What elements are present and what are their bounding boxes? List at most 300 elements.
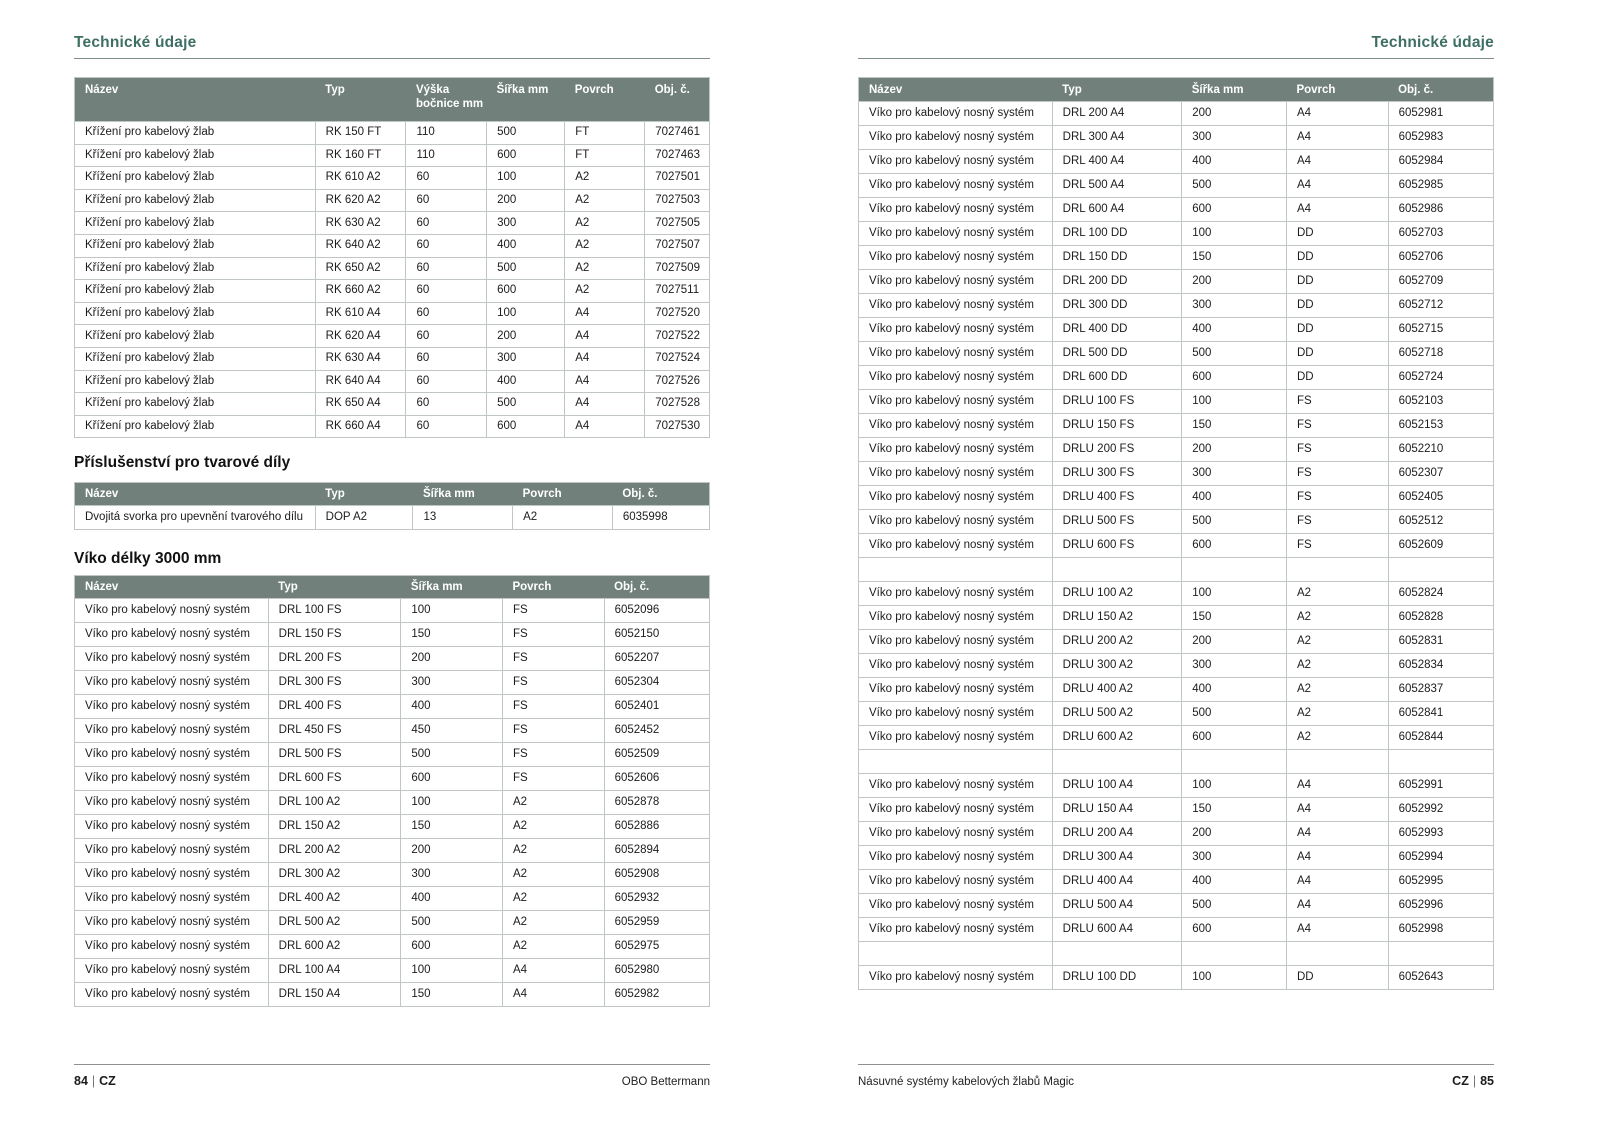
table-cell: Víko pro kabelový nosný systém — [75, 983, 269, 1007]
table-cell: 6052998 — [1388, 918, 1493, 942]
table-cell: 500 — [401, 743, 503, 767]
table-row — [859, 918, 1494, 942]
table-cell: 6052512 — [1388, 510, 1493, 534]
table-cell: 6052210 — [1388, 438, 1493, 462]
table-cell: Víko pro kabelový nosný systém — [859, 222, 1053, 246]
table-cell: 150 — [1182, 246, 1287, 270]
table-cell: 500 — [401, 911, 503, 935]
table-cell — [1286, 750, 1388, 774]
table-cell: DRL 400 A2 — [268, 887, 401, 911]
table-cell: DRL 300 A2 — [268, 863, 401, 887]
table-row — [859, 630, 1494, 654]
column-header-sirka: Šířka mm — [413, 483, 513, 506]
table-cell: Víko pro kabelový nosný systém — [859, 822, 1053, 846]
table-cell: DRLU 500 A4 — [1052, 894, 1182, 918]
table-cell: 6052982 — [604, 983, 709, 1007]
table-cell: Křížení pro kabelový žlab — [75, 234, 316, 257]
table-row — [859, 582, 1494, 606]
table-cell: 300 — [401, 671, 503, 695]
table-row — [75, 280, 710, 303]
table-cell: Víko pro kabelový nosný systém — [859, 606, 1053, 630]
table-cell: 60 — [406, 302, 487, 325]
cover-table-left-header — [75, 576, 710, 599]
table-cell: DRLU 150 FS — [1052, 414, 1182, 438]
table-cell: 6052986 — [1388, 198, 1493, 222]
accessories-table-header — [75, 483, 710, 506]
table-cell: Křížení pro kabelový žlab — [75, 122, 316, 145]
table-cell: 6052724 — [1388, 366, 1493, 390]
table-cell: DRL 100 DD — [1052, 222, 1182, 246]
table-cell: Víko pro kabelový nosný systém — [75, 623, 269, 647]
table-cell: 6052908 — [604, 863, 709, 887]
table-cell: 110 — [406, 144, 487, 167]
table-cell: A2 — [565, 189, 645, 212]
column-header-typ: Typ — [315, 78, 406, 122]
table-row — [75, 212, 710, 235]
table-cell: A2 — [1286, 726, 1388, 750]
table-cell: A4 — [1286, 870, 1388, 894]
table-cell: Víko pro kabelový nosný systém — [859, 270, 1053, 294]
table-cell: Víko pro kabelový nosný systém — [859, 582, 1053, 606]
table-cell: 200 — [1182, 822, 1287, 846]
table-cell: 7027461 — [645, 122, 710, 145]
table-cell: A2 — [1286, 654, 1388, 678]
table-row — [75, 935, 710, 959]
table-cell: Víko pro kabelový nosný systém — [859, 462, 1053, 486]
table-cell: 6035998 — [612, 506, 709, 530]
table-cell: FS — [502, 671, 604, 695]
table-cell: 600 — [487, 280, 565, 303]
section-heading-cover: Víko délky 3000 mm — [74, 550, 222, 568]
column-header-povrch: Povrch — [513, 483, 613, 506]
column-header-nazev: Název — [859, 78, 1053, 102]
table-cell: Víko pro kabelový nosný systém — [859, 510, 1053, 534]
page-number-value: 84 — [74, 1074, 88, 1088]
table-row — [75, 959, 710, 983]
table-cell — [1286, 942, 1388, 966]
table-row — [75, 144, 710, 167]
table-cell: Víko pro kabelový nosný systém — [859, 198, 1053, 222]
table-row — [75, 743, 710, 767]
table-cell: 60 — [406, 234, 487, 257]
column-header-povrch: Povrch — [565, 78, 645, 122]
table-cell: 6052831 — [1388, 630, 1493, 654]
table-row — [859, 966, 1494, 990]
table-cell: 300 — [1182, 462, 1287, 486]
table-cell — [1052, 558, 1182, 582]
column-header-vyska-bocnice: Výška bočnice mm — [406, 78, 487, 122]
table-row — [859, 270, 1494, 294]
table-cell: FS — [502, 695, 604, 719]
table-cell: RK 650 A2 — [315, 257, 406, 280]
table-cell: FS — [1286, 486, 1388, 510]
table-cell: 7027530 — [645, 415, 710, 438]
table-cell: 6052609 — [1388, 534, 1493, 558]
table-cell: FS — [502, 647, 604, 671]
table-row — [75, 325, 710, 348]
table-cell: 600 — [487, 415, 565, 438]
table-cell: Dvojitá svorka pro upevnění tvarového dílu — [75, 506, 316, 530]
table-cell: 6052150 — [604, 623, 709, 647]
table-cell: Víko pro kabelový nosný systém — [75, 791, 269, 815]
cover-table-left — [74, 575, 710, 1007]
table-row — [859, 150, 1494, 174]
table-cell — [1388, 942, 1493, 966]
cover-table-right — [858, 77, 1494, 990]
table-cell: A4 — [565, 415, 645, 438]
table-cell: FS — [1286, 438, 1388, 462]
table-cell: 100 — [1182, 582, 1287, 606]
table-row — [75, 671, 710, 695]
table-cell: 6052959 — [604, 911, 709, 935]
table-row — [859, 726, 1494, 750]
table-cell: DRLU 500 FS — [1052, 510, 1182, 534]
table-cell: Víko pro kabelový nosný systém — [75, 887, 269, 911]
table-cell: RK 610 A4 — [315, 302, 406, 325]
page-number — [74, 1074, 116, 1088]
table-cell: DRLU 600 A4 — [1052, 918, 1182, 942]
table-cell: Víko pro kabelový nosný systém — [75, 815, 269, 839]
table-cell: A4 — [1286, 150, 1388, 174]
table-cell: DRLU 200 A4 — [1052, 822, 1182, 846]
column-header-nazev: Název — [75, 483, 316, 506]
table-cell: 6052153 — [1388, 414, 1493, 438]
table-row — [859, 318, 1494, 342]
table-cell: FS — [502, 719, 604, 743]
table-cell: DRL 200 A2 — [268, 839, 401, 863]
table-cell: 400 — [401, 887, 503, 911]
table-cell: DRL 450 FS — [268, 719, 401, 743]
table-row — [75, 257, 710, 280]
table-cell: Křížení pro kabelový žlab — [75, 167, 316, 190]
table-row — [75, 393, 710, 416]
table-cell: 7027522 — [645, 325, 710, 348]
table-cell: DRL 500 A2 — [268, 911, 401, 935]
table-cell: Víko pro kabelový nosný systém — [859, 894, 1053, 918]
table-cell: 150 — [401, 815, 503, 839]
table-cell: 400 — [1182, 150, 1287, 174]
table-cell: 200 — [1182, 438, 1287, 462]
table-cell: Křížení pro kabelový žlab — [75, 212, 316, 235]
table-cell: Víko pro kabelový nosný systém — [859, 870, 1053, 894]
table-cell: 200 — [1182, 102, 1287, 126]
table-cell: 200 — [1182, 270, 1287, 294]
table-cell: 7027526 — [645, 370, 710, 393]
table-cell: 7027463 — [645, 144, 710, 167]
table-cell: 6052643 — [1388, 966, 1493, 990]
table-cell: DRLU 600 A2 — [1052, 726, 1182, 750]
table-cell: 7027511 — [645, 280, 710, 303]
table-cell: Křížení pro kabelový žlab — [75, 393, 316, 416]
table-cell: DRLU 300 A4 — [1052, 846, 1182, 870]
table-cell: DRLU 400 A2 — [1052, 678, 1182, 702]
table-cell: A2 — [1286, 702, 1388, 726]
table-cell: DRLU 300 FS — [1052, 462, 1182, 486]
table-cell — [859, 558, 1053, 582]
table-cell: RK 150 FT — [315, 122, 406, 145]
table-cell: 300 — [401, 863, 503, 887]
table-cell: 600 — [487, 144, 565, 167]
table-cell: 150 — [1182, 606, 1287, 630]
table-cell: 500 — [487, 393, 565, 416]
table-row — [859, 678, 1494, 702]
table-row — [859, 222, 1494, 246]
table-cell: RK 650 A4 — [315, 393, 406, 416]
table-cell: DRL 400 A4 — [1052, 150, 1182, 174]
table-cell: 7027524 — [645, 347, 710, 370]
table-cell: 600 — [401, 935, 503, 959]
table-cell: 6052932 — [604, 887, 709, 911]
column-header-typ: Typ — [1052, 78, 1182, 102]
table-cell: DRLU 100 FS — [1052, 390, 1182, 414]
table-row — [859, 798, 1494, 822]
table-cell: 6052715 — [1388, 318, 1493, 342]
table-row — [75, 167, 710, 190]
table-cell: Křížení pro kabelový žlab — [75, 325, 316, 348]
table-row — [859, 246, 1494, 270]
table-cell: 6052824 — [1388, 582, 1493, 606]
table-cell: A4 — [1286, 798, 1388, 822]
cover-table-right-header — [859, 78, 1494, 102]
table-row — [859, 654, 1494, 678]
table-cell: A4 — [1286, 894, 1388, 918]
table-cell: 6052894 — [604, 839, 709, 863]
table-cell: Víko pro kabelový nosný systém — [75, 767, 269, 791]
table-cell: 450 — [401, 719, 503, 743]
table-cell: A4 — [502, 983, 604, 1007]
column-header-obj-c: Obj. č. — [645, 78, 710, 122]
table-cell: 6052837 — [1388, 678, 1493, 702]
table-cell: Víko pro kabelový nosný systém — [859, 678, 1053, 702]
table-row — [859, 702, 1494, 726]
table-cell: 300 — [1182, 294, 1287, 318]
title-divider — [858, 58, 1494, 59]
table-cell: Víko pro kabelový nosný systém — [859, 246, 1053, 270]
table-cell: RK 630 A4 — [315, 347, 406, 370]
table-row — [859, 126, 1494, 150]
table-cell: DD — [1286, 246, 1388, 270]
table-row — [859, 390, 1494, 414]
table-cell: Křížení pro kabelový žlab — [75, 144, 316, 167]
table-row — [75, 695, 710, 719]
table-cell: DD — [1286, 966, 1388, 990]
table-cell: 500 — [1182, 702, 1287, 726]
table-cell: 150 — [1182, 798, 1287, 822]
table-cell: 500 — [1182, 510, 1287, 534]
table-cell: A4 — [565, 302, 645, 325]
column-header-obj-c: Obj. č. — [1388, 78, 1493, 102]
accessories-table — [74, 482, 710, 530]
page-left — [74, 0, 710, 1131]
table-cell: RK 660 A2 — [315, 280, 406, 303]
table-cell: Víko pro kabelový nosný systém — [859, 702, 1053, 726]
table-cell: A2 — [565, 280, 645, 303]
table-cell: 60 — [406, 325, 487, 348]
table-row — [75, 599, 710, 623]
column-header-typ: Typ — [315, 483, 413, 506]
table-cell: Víko pro kabelový nosný systém — [859, 726, 1053, 750]
table-cell: RK 640 A2 — [315, 234, 406, 257]
table-row — [75, 815, 710, 839]
table-cell: 200 — [401, 839, 503, 863]
table-cell: DRL 400 FS — [268, 695, 401, 719]
table-cell: 300 — [1182, 654, 1287, 678]
table-cell: 600 — [1182, 534, 1287, 558]
table-row — [75, 767, 710, 791]
table-cell: 100 — [1182, 774, 1287, 798]
table-cell: DRL 150 FS — [268, 623, 401, 647]
table-row — [859, 366, 1494, 390]
table-cell: 500 — [1182, 894, 1287, 918]
table-cell: A2 — [565, 212, 645, 235]
table-cell: 200 — [487, 325, 565, 348]
footer-chapter-title: Násuvné systémy kabelových žlabů Magic — [858, 1076, 1075, 1088]
table-cell: DRLU 100 A4 — [1052, 774, 1182, 798]
table-cell: A2 — [565, 257, 645, 280]
table-cell: 6052712 — [1388, 294, 1493, 318]
table-cell: FT — [565, 122, 645, 145]
table-cell: A4 — [1286, 198, 1388, 222]
footer-separator: | — [1472, 1074, 1477, 1088]
table-cell: 60 — [406, 347, 487, 370]
table-cell — [1052, 942, 1182, 966]
table-row — [859, 438, 1494, 462]
language-code: CZ — [99, 1074, 116, 1088]
table-cell: 6052703 — [1388, 222, 1493, 246]
table-cell: 60 — [406, 393, 487, 416]
table-cell: 6052718 — [1388, 342, 1493, 366]
table-cell: DRL 500 DD — [1052, 342, 1182, 366]
table-cell: 7027503 — [645, 189, 710, 212]
table-cell: DRL 500 FS — [268, 743, 401, 767]
table-cell: DRL 600 A2 — [268, 935, 401, 959]
table-cell: 100 — [487, 302, 565, 325]
table-cell: Křížení pro kabelový žlab — [75, 257, 316, 280]
table-cell: DRLU 200 A2 — [1052, 630, 1182, 654]
table-cell: A2 — [513, 506, 613, 530]
table-row — [859, 822, 1494, 846]
table-row — [859, 486, 1494, 510]
table-cell: DRL 100 FS — [268, 599, 401, 623]
table-cell: Víko pro kabelový nosný systém — [75, 647, 269, 671]
table-cell: 6052405 — [1388, 486, 1493, 510]
table-cell: A2 — [502, 863, 604, 887]
table-cell: Víko pro kabelový nosný systém — [859, 630, 1053, 654]
table-row — [859, 294, 1494, 318]
table-cell: 6052995 — [1388, 870, 1493, 894]
table-row — [859, 774, 1494, 798]
table-cell: 7027501 — [645, 167, 710, 190]
table-cell: 400 — [1182, 486, 1287, 510]
table-row — [859, 462, 1494, 486]
table-cell: 6052307 — [1388, 462, 1493, 486]
table-cell: 100 — [1182, 966, 1287, 990]
table-cell: Víko pro kabelový nosný systém — [859, 438, 1053, 462]
table-cell: Víko pro kabelový nosný systém — [859, 846, 1053, 870]
table-cell — [1182, 558, 1287, 582]
table-cell: 500 — [1182, 174, 1287, 198]
table-cell: RK 160 FT — [315, 144, 406, 167]
table-cell: A2 — [502, 839, 604, 863]
table-cell: Víko pro kabelový nosný systém — [75, 719, 269, 743]
table-cell: RK 610 A2 — [315, 167, 406, 190]
table-cell: 200 — [1182, 630, 1287, 654]
table-cell: 200 — [401, 647, 503, 671]
table-cell: 6052996 — [1388, 894, 1493, 918]
table-cell: 150 — [1182, 414, 1287, 438]
table-cell: Víko pro kabelový nosný systém — [75, 671, 269, 695]
table-cell: DRLU 600 FS — [1052, 534, 1182, 558]
table-row — [75, 863, 710, 887]
table-cell: 300 — [1182, 126, 1287, 150]
table-row — [75, 415, 710, 438]
table-cell: DRL 600 DD — [1052, 366, 1182, 390]
footer-left-page — [74, 1064, 710, 1088]
table-cell: RK 630 A2 — [315, 212, 406, 235]
table-cell: Víko pro kabelový nosný systém — [75, 839, 269, 863]
table-cell: 400 — [1182, 678, 1287, 702]
table-cell — [859, 750, 1053, 774]
table-row — [75, 234, 710, 257]
table-cell: 60 — [406, 370, 487, 393]
table-cell: DRL 150 DD — [1052, 246, 1182, 270]
table-cell: A2 — [502, 815, 604, 839]
table-cell: 6052096 — [604, 599, 709, 623]
table-cell: 6052834 — [1388, 654, 1493, 678]
table-cell: Víko pro kabelový nosný systém — [859, 966, 1053, 990]
table-cell: A4 — [1286, 846, 1388, 870]
table-row — [75, 983, 710, 1007]
table-cell: Víko pro kabelový nosný systém — [859, 534, 1053, 558]
table-cell: Víko pro kabelový nosný systém — [75, 863, 269, 887]
table-cell: Víko pro kabelový nosný systém — [859, 150, 1053, 174]
table-cell: A4 — [502, 959, 604, 983]
table-cell: A2 — [1286, 630, 1388, 654]
table-row — [859, 414, 1494, 438]
page-title: Technické údaje — [1371, 34, 1494, 51]
table-row — [859, 342, 1494, 366]
brand-name: OBO Bettermann — [621, 1076, 710, 1088]
table-row — [75, 370, 710, 393]
table-cell: 100 — [401, 791, 503, 815]
table-cell: FT — [565, 144, 645, 167]
table-cell: 6052886 — [604, 815, 709, 839]
crossings-table-header — [75, 78, 710, 122]
table-row — [75, 189, 710, 212]
table-cell: 60 — [406, 212, 487, 235]
column-header-typ: Typ — [268, 576, 401, 599]
table-row — [75, 791, 710, 815]
table-cell: A2 — [502, 791, 604, 815]
table-cell: DRLU 100 DD — [1052, 966, 1182, 990]
table-cell: 6052985 — [1388, 174, 1493, 198]
table-cell: Víko pro kabelový nosný systém — [859, 774, 1053, 798]
table-cell: DRLU 150 A2 — [1052, 606, 1182, 630]
table-cell: DRL 500 A4 — [1052, 174, 1182, 198]
table-cell: 600 — [1182, 918, 1287, 942]
table-cell: Křížení pro kabelový žlab — [75, 347, 316, 370]
table-cell: 6052401 — [604, 695, 709, 719]
table-cell: 60 — [406, 415, 487, 438]
table-cell: RK 660 A4 — [315, 415, 406, 438]
table-cell: Křížení pro kabelový žlab — [75, 280, 316, 303]
table-cell: FS — [1286, 462, 1388, 486]
table-cell: DD — [1286, 342, 1388, 366]
table-cell: RK 640 A4 — [315, 370, 406, 393]
table-row — [75, 887, 710, 911]
table-cell: DD — [1286, 294, 1388, 318]
table-cell: 7027509 — [645, 257, 710, 280]
